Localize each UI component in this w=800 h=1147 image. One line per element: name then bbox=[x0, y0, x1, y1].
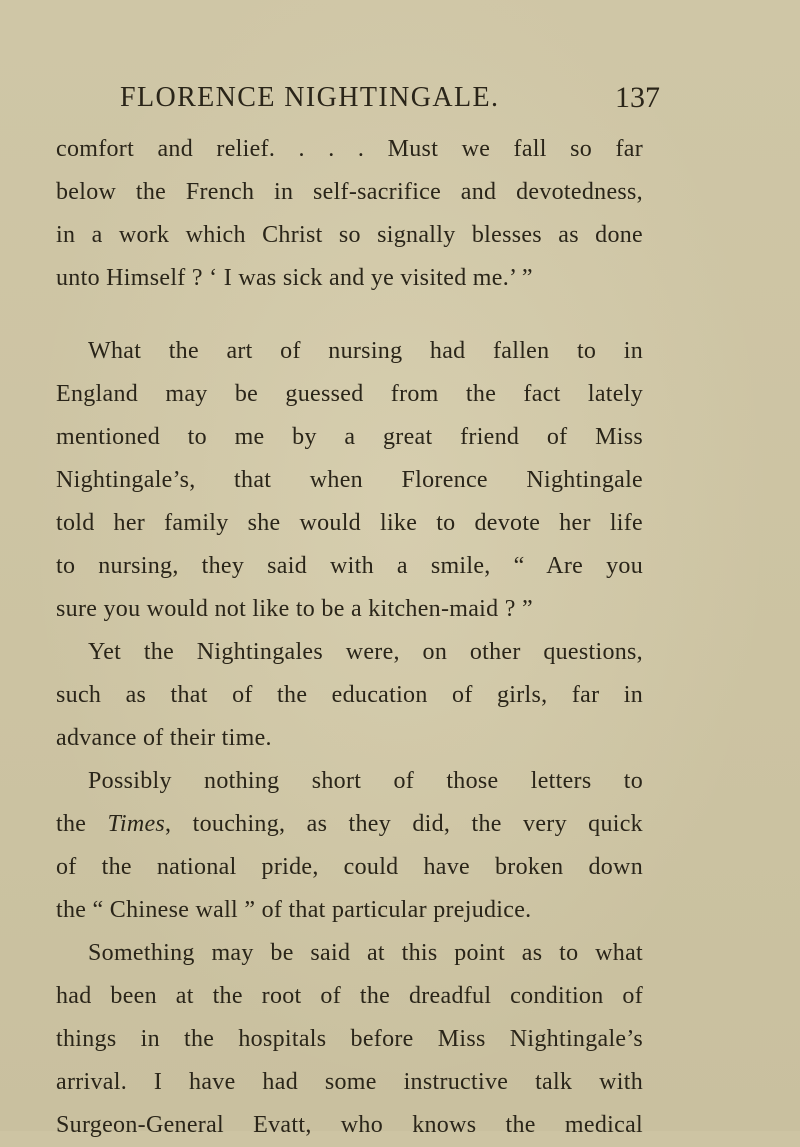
text-line: Possibly nothing short of those letters to bbox=[88, 768, 643, 794]
text-line: told her family she would like to devote her life bbox=[56, 510, 643, 536]
paragraph-gap bbox=[56, 300, 643, 330]
text-line: of the national pride, could have broken down bbox=[56, 854, 643, 880]
body-text bbox=[56, 128, 643, 1147]
text-line: mentioned to me by a great friend of Miss bbox=[56, 424, 643, 450]
text-line: unto Himself ? ‘ I was sick and ye visited me.’ ” bbox=[56, 265, 533, 291]
page-number: 137 bbox=[615, 81, 660, 114]
running-head-title: FLORENCE NIGHTINGALE. bbox=[120, 82, 500, 113]
text-line: in a work which Christ so signally blesses as done bbox=[56, 222, 643, 248]
running-head bbox=[120, 78, 660, 118]
text-line: arrival. I have had some instructive talk with bbox=[56, 1069, 643, 1095]
text-line: the “ Chinese wall ” of that particular prejudice. bbox=[56, 897, 532, 923]
italic-newspaper-title: Times bbox=[107, 811, 166, 837]
text-line: Nightingale’s, that when Florence Nightingale bbox=[56, 467, 643, 493]
text-line: Yet the Nightingales were, on other questions, bbox=[88, 639, 643, 665]
text-line: things in the hospitals before Miss Nightingale’s bbox=[56, 1026, 643, 1052]
text-segment: , touching, as they did, the very quick bbox=[165, 811, 643, 837]
text-line: sure you would not like to be a kitchen-maid ? ” bbox=[56, 596, 533, 622]
text-segment: the bbox=[56, 811, 108, 837]
text-line: Surgeon-General Evatt, who knows the medical bbox=[56, 1112, 643, 1138]
text-line: England may be guessed from the fact lately bbox=[56, 381, 643, 407]
text-line: such as that of the education of girls, far in bbox=[56, 682, 643, 708]
text-line bbox=[56, 803, 643, 846]
text-line: below the French in self-sacrifice and devotedness, bbox=[56, 179, 643, 205]
text-line: comfort and relief. . . . Must we fall so far bbox=[56, 136, 643, 162]
text-line: advance of their time. bbox=[56, 725, 272, 751]
text-line: to nursing, they said with a smile, “ Are you bbox=[56, 553, 643, 579]
text-line: had been at the root of the dreadful condition of bbox=[56, 983, 643, 1009]
text-line: Something may be said at this point as to what bbox=[88, 940, 643, 966]
text-line: What the art of nursing had fallen to in bbox=[88, 338, 643, 364]
